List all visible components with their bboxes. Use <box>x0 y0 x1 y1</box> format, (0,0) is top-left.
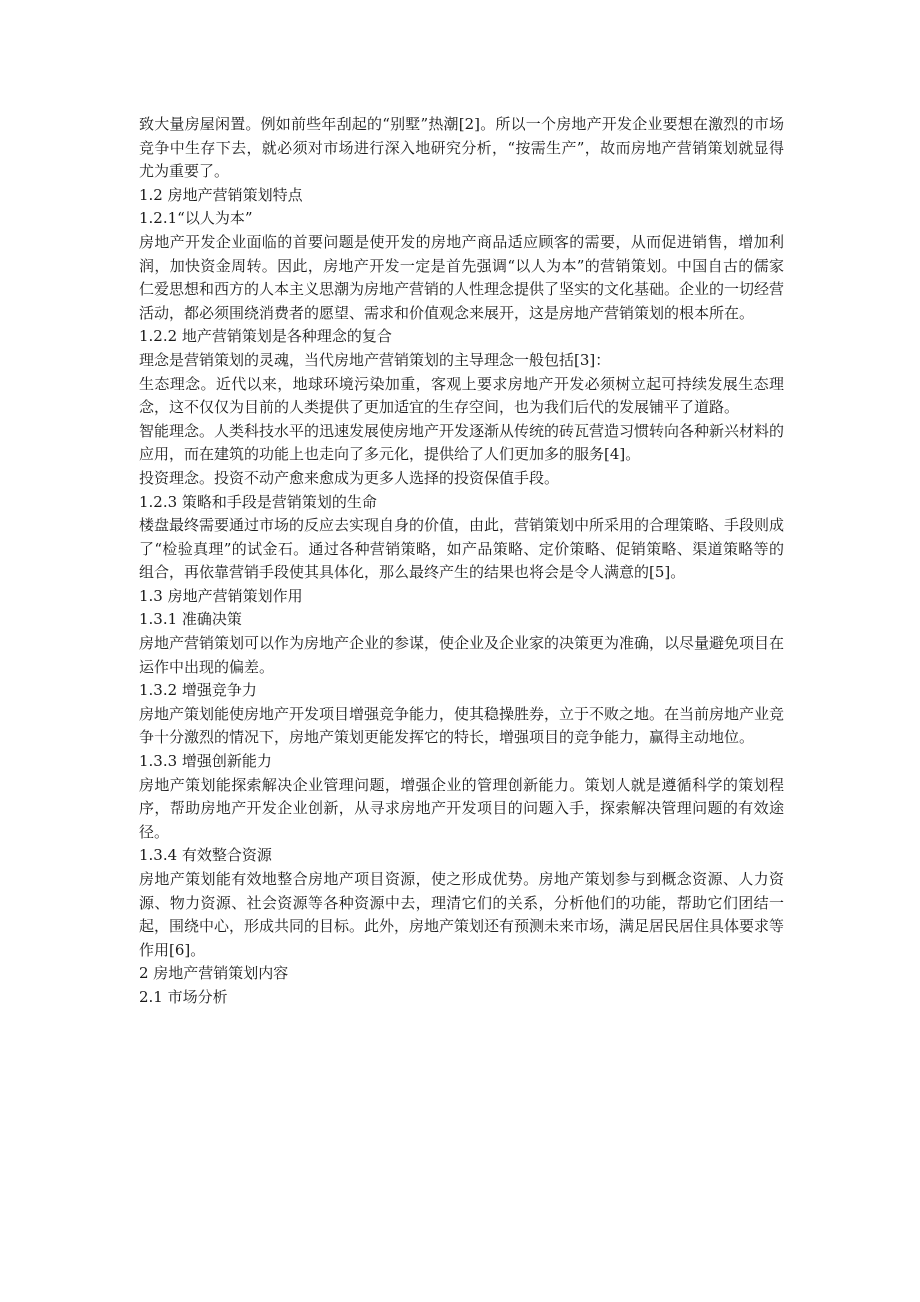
subsection-heading: 1.3.2 增强竞争力 <box>139 681 257 700</box>
paragraph: 理念是营销策划的灵魂，当代房地产营销策划的主导理念一般包括[3]： <box>139 350 611 369</box>
paragraph: 生态理念。近代以来，地球环境污染加重，客观上要求房地产开发必须树立起可持续发展生态理念，这不仅仅为目前的人类提供了更加适宜的生存空间，也为我们后代的发展铺平了道路。 <box>139 374 784 417</box>
subsection-heading: 1.2.3 策略和手段是营销策划的生命 <box>139 492 377 511</box>
chapter-heading: 2 房地产营销策划内容 <box>139 964 289 983</box>
paragraph: 楼盘最终需要通过市场的反应去实现自身的价值，由此，营销策划中所采用的合理策略、手段则成了“检验真理”的试金石。通过各种营销策略，如产品策略、定价策略、促销策略、渠道策略等的组合，再依靠营销手段使其具体化，那么最终产生的结果也将会是令人满意的[5]。 <box>139 516 785 582</box>
paragraph: 房地产营销策划可以作为房地产企业的参谋，使企业及企业家的决策更为准确，以尽量避免项目在运作中出现的偏差。 <box>139 634 785 676</box>
subsection-heading: 1.3.1 准确决策 <box>139 610 242 629</box>
section-heading: 1.3 房地产营销策划作用 <box>139 586 303 605</box>
paragraph: 智能理念。人类科技水平的迅速发展使房地产开发逐渐从传统的砖瓦营造习惯转向各种新兴材料的应用，而在建筑的功能上也走向了多元化，提供给了人们更加多的服务[4]。 <box>139 421 785 464</box>
paragraph: 房地产策划能探索解决企业管理问题，增强企业的管理创新能力。策划人就是遵循科学的策划程序，帮助房地产开发企业创新，从寻求房地产开发项目的问题入手，探索解决管理问题的有效途径。 <box>139 775 784 841</box>
paragraph: 房地产策划能有效地整合房地产项目资源，使之形成优势。房地产策划参与到概念资源、人力资源、物力资源、社会资源等各种资源中去，理清它们的关系，分析他们的功能，帮助它们团结一起，围绕中心，形成共同的目标。此外，房地产策划还有预测未来市场，满足居民居住具体要求等作用[6]。 <box>139 870 785 959</box>
document-page <box>139 113 784 1010</box>
paragraph: 房地产策划能使房地产开发项目增强竞争能力，使其稳操胜券，立于不败之地。在当前房地产业竞争十分激烈的情况下，房地产策划更能发挥它的特长，增强项目的竞争能力，赢得主动地位。 <box>139 704 785 747</box>
subsection-heading: 1.2.1“以人为本” <box>139 209 253 228</box>
subsection-heading: 1.2.2 地产营销策划是各种理念的复合 <box>139 327 392 346</box>
paragraph: 致大量房屋闲置。例如前些年刮起的“别墅”热潮[2]。所以一个房地产开发企业要想在激烈的市场竞争中生存下去，就必须对市场进行深入地研究分析，“按需生产”，故而房地产营销策划就显得尤为重要了。 <box>139 115 784 181</box>
section-heading: 1.2 房地产营销策划特点 <box>139 185 303 204</box>
subsection-heading: 1.3.4 有效整合资源 <box>139 846 272 865</box>
subsection-heading: 1.3.3 增强创新能力 <box>139 752 272 771</box>
paragraph: 投资理念。投资不动产愈来愈成为更多人选择的投资保值手段。 <box>139 468 560 487</box>
section-heading: 2.1 市场分析 <box>139 987 228 1006</box>
paragraph: 房地产开发企业面临的首要问题是使开发的房地产商品适应顾客的需要，从而促进销售，增加利润，加快资金周转。因此，房地产开发一定是首先强调“以人为本”的营销策划。中国自古的儒家仁爱思想和西方的人本主义思潮为房地产营销的人性理念提供了坚实的文化基础。企业的一切经营活动，都必须围绕消费者的愿望、需求和价值观念来展开，这是房地产营销策划的根本所在。 <box>139 232 785 322</box>
